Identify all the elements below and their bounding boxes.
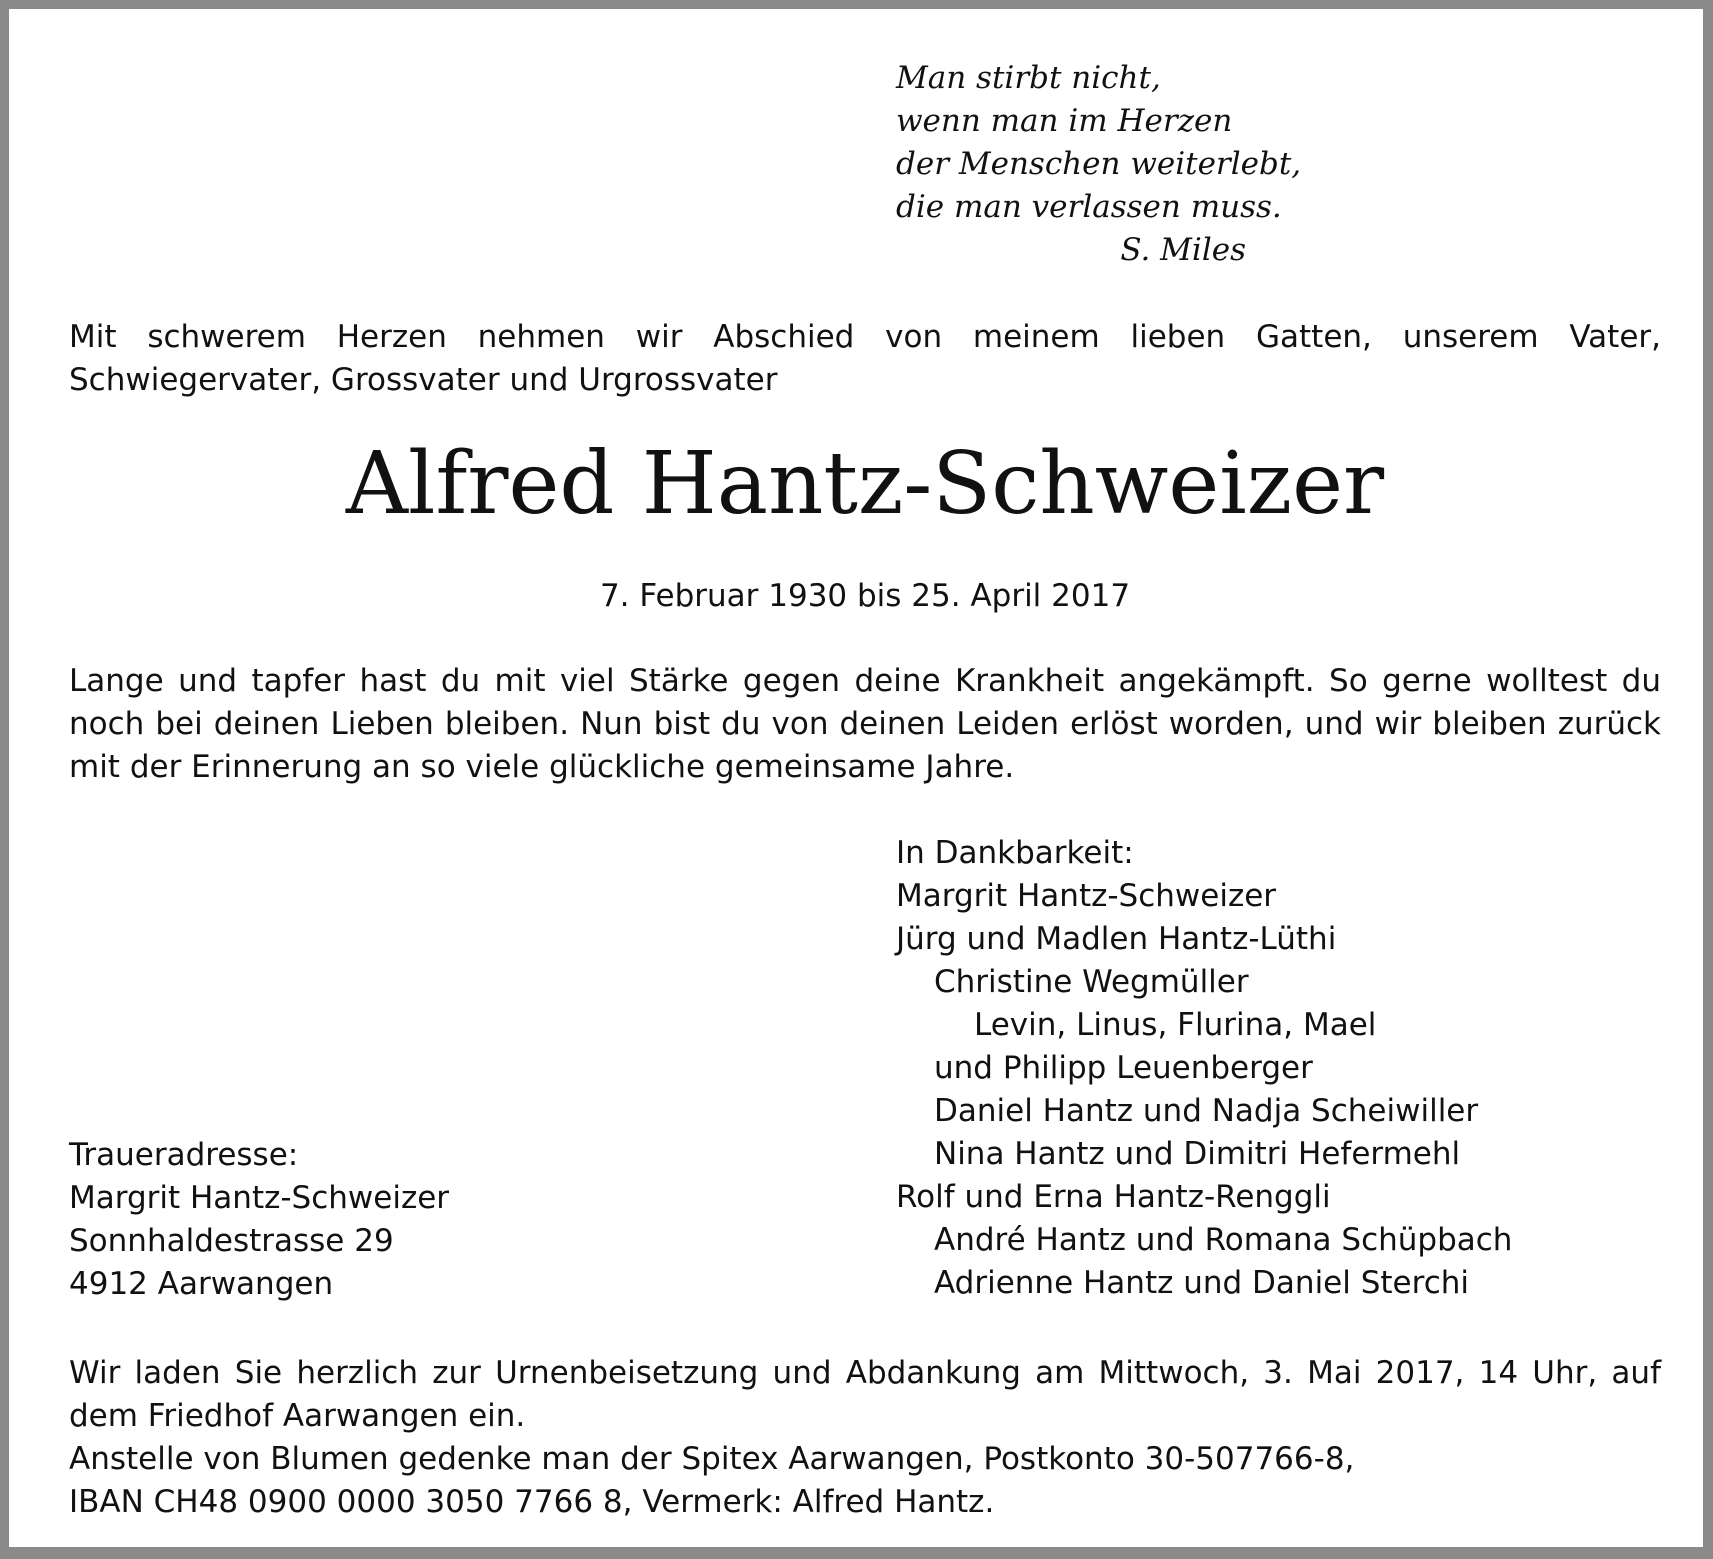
message-text: Lange und tapfer hast du mit viel Stärke gegen deine Krankheit angekämpft. So gerne wolltest du noch bei deinen Lieben bleiben. Nun bist du von deinen Leiden erlöst worden, und wir bleiben zurück mit der Erinnerung an so viele glückliche gemeinsame Jahre. (69, 663, 1661, 785)
motto-line: der Menschen weiterlebt, (896, 146, 1302, 182)
family-member: André Hantz und Romana Schüpbach (934, 1222, 1513, 1258)
motto-author: S. Miles (1120, 232, 1246, 268)
motto-line: die man verlassen muss. (896, 189, 1282, 225)
motto-quote (896, 57, 1302, 272)
family-list (896, 832, 1676, 1305)
family-heading: In Dankbarkeit: (896, 835, 1134, 871)
donation-line: IBAN CH48 0900 0000 3050 7766 8, Vermerk: Alfred Hantz. (69, 1484, 995, 1520)
family-member: Nina Hantz und Dimitri Hefermehl (934, 1136, 1461, 1172)
intro-text: Mit schwerem Herzen nehmen wir Abschied von meinem lieben Gatten, unserem Vater, Schwiegervater, Grossvater und Urgrossvater (69, 319, 1661, 398)
motto-line: Man stirbt nicht, (896, 60, 1161, 96)
deceased-name: Alfred Hantz-Schweizer (345, 434, 1385, 534)
family-member: und Philipp Leuenberger (934, 1050, 1313, 1086)
family-member: Levin, Linus, Flurina, Mael (974, 1007, 1377, 1043)
motto-line: wenn man im Herzen (896, 103, 1233, 139)
family-member: Jürg und Madlen Hantz-Lüthi (896, 921, 1337, 957)
family-member: Rolf und Erna Hantz-Renggli (896, 1179, 1331, 1215)
mourning-address (69, 1134, 669, 1306)
address-city: 4912 Aarwangen (69, 1266, 334, 1302)
address-label: Traueradresse: (69, 1137, 299, 1173)
life-dates: 7. Februar 1930 bis 25. April 2017 (599, 578, 1131, 614)
closing-text (69, 1352, 1661, 1524)
family-member: Adrienne Hantz und Daniel Sterchi (934, 1265, 1469, 1301)
address-street: Sonnhaldestrasse 29 (69, 1223, 394, 1259)
invitation-text: Wir laden Sie herzlich zur Urnenbeisetzung und Abdankung am Mittwoch, 3. Mai 2017, 14 Uhr, auf dem Friedhof Aarwangen ein. (69, 1355, 1661, 1434)
address-name: Margrit Hantz-Schweizer (69, 1180, 450, 1216)
donation-line: Anstelle von Blumen gedenke man der Spitex Aarwangen, Postkonto 30-507766-8, (69, 1441, 1355, 1477)
family-member: Christine Wegmüller (934, 964, 1249, 1000)
family-member: Margrit Hantz-Schweizer (896, 878, 1277, 914)
family-member: Daniel Hantz und Nadja Scheiwiller (934, 1093, 1479, 1129)
